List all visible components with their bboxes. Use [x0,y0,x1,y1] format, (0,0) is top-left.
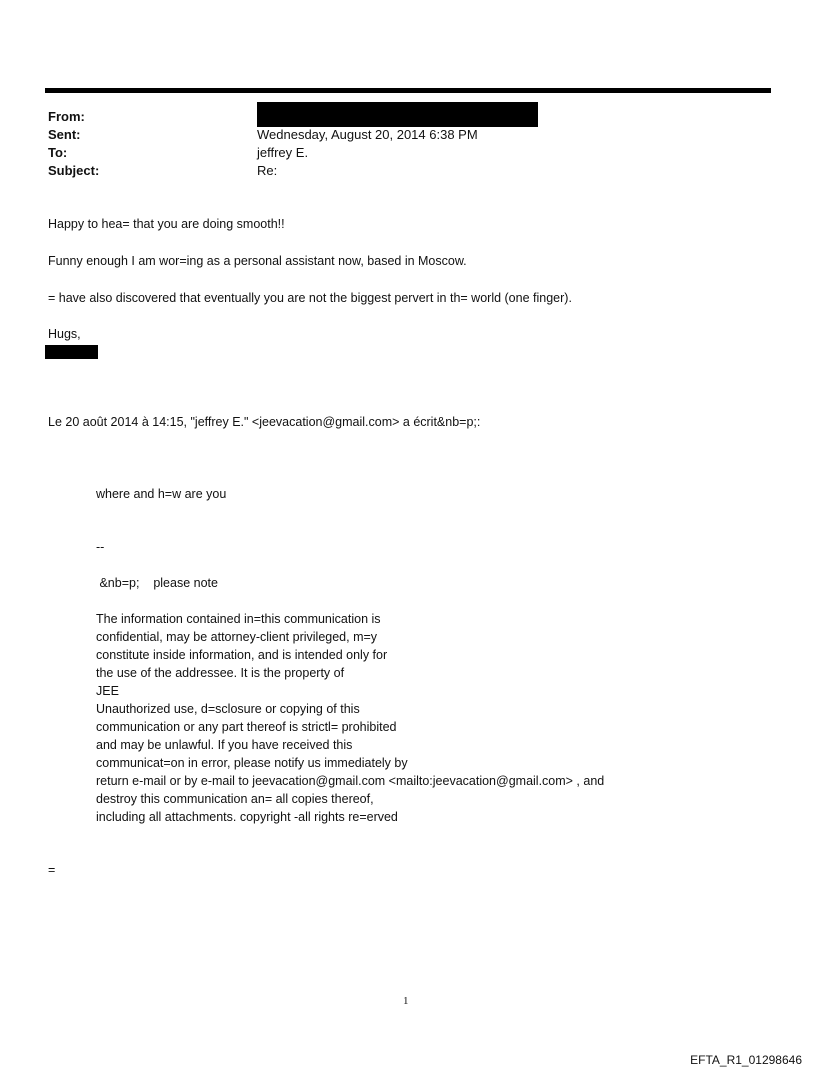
body-line-2: Funny enough I am wor=ing as a personal assistant now, based in Moscow. [48,254,467,268]
to-label: To: [48,145,68,160]
subject-label: Subject: [48,163,100,178]
notice-line: communicat=on in error, please notify us immediately by [96,756,408,770]
subject-value: Re: [257,163,278,178]
notice-line: and may be unlawful. If you have received this [96,738,353,752]
signature-dashes: -- [96,540,105,554]
notice-line: The information contained in=this communication is [96,612,381,626]
header-rule [45,88,771,93]
notice-line: constitute inside information, and is intended only for [96,648,388,662]
notice-line: return e-mail or by e-mail to jeevacation@gmail.com <mailto:jeevacation@gmail.com> , and [96,774,605,788]
quote-header: Le 20 août 2014 à 14:15, "jeffrey E." <jeevacation@gmail.com> a écrit&nb=p;: [48,415,481,429]
closing: Hugs, [48,327,81,341]
to-value: jeffrey E. [257,145,309,160]
trailing-equals: = [48,863,56,877]
confidentiality-notice [96,610,604,826]
notice-line: the use of the addressee. It is the property of [96,666,345,680]
quoted-question: where and h=w are you [96,487,227,501]
notice-line: including all attachments. copyright -all rights re=erved [96,810,398,824]
notice-line: confidential, may be attorney-client privileged, m=y [96,630,378,644]
sent-label: Sent: [48,127,81,142]
bates-number: EFTA_R1_01298646 [690,1053,802,1067]
notice-line: JEE [96,684,119,698]
notice-line: Unauthorized use, d=sclosure or copying of this [96,702,360,716]
body-line-1: Happy to hea= that you are doing smooth!! [48,217,285,231]
from-redaction [257,102,538,127]
page-number: 1 [403,995,409,1007]
please-note: &nb=p; please note [96,576,218,590]
notice-line: destroy this communication an= all copies thereof, [96,792,374,806]
signature-redaction [45,345,98,359]
body-line-3: = have also discovered that eventually you are not the biggest pervert in th= world (one finger). [48,291,572,305]
notice-line: communication or any part thereof is strictl= prohibited [96,720,397,734]
sent-value: Wednesday, August 20, 2014 6:38 PM [257,127,478,142]
from-label: From: [48,109,85,124]
